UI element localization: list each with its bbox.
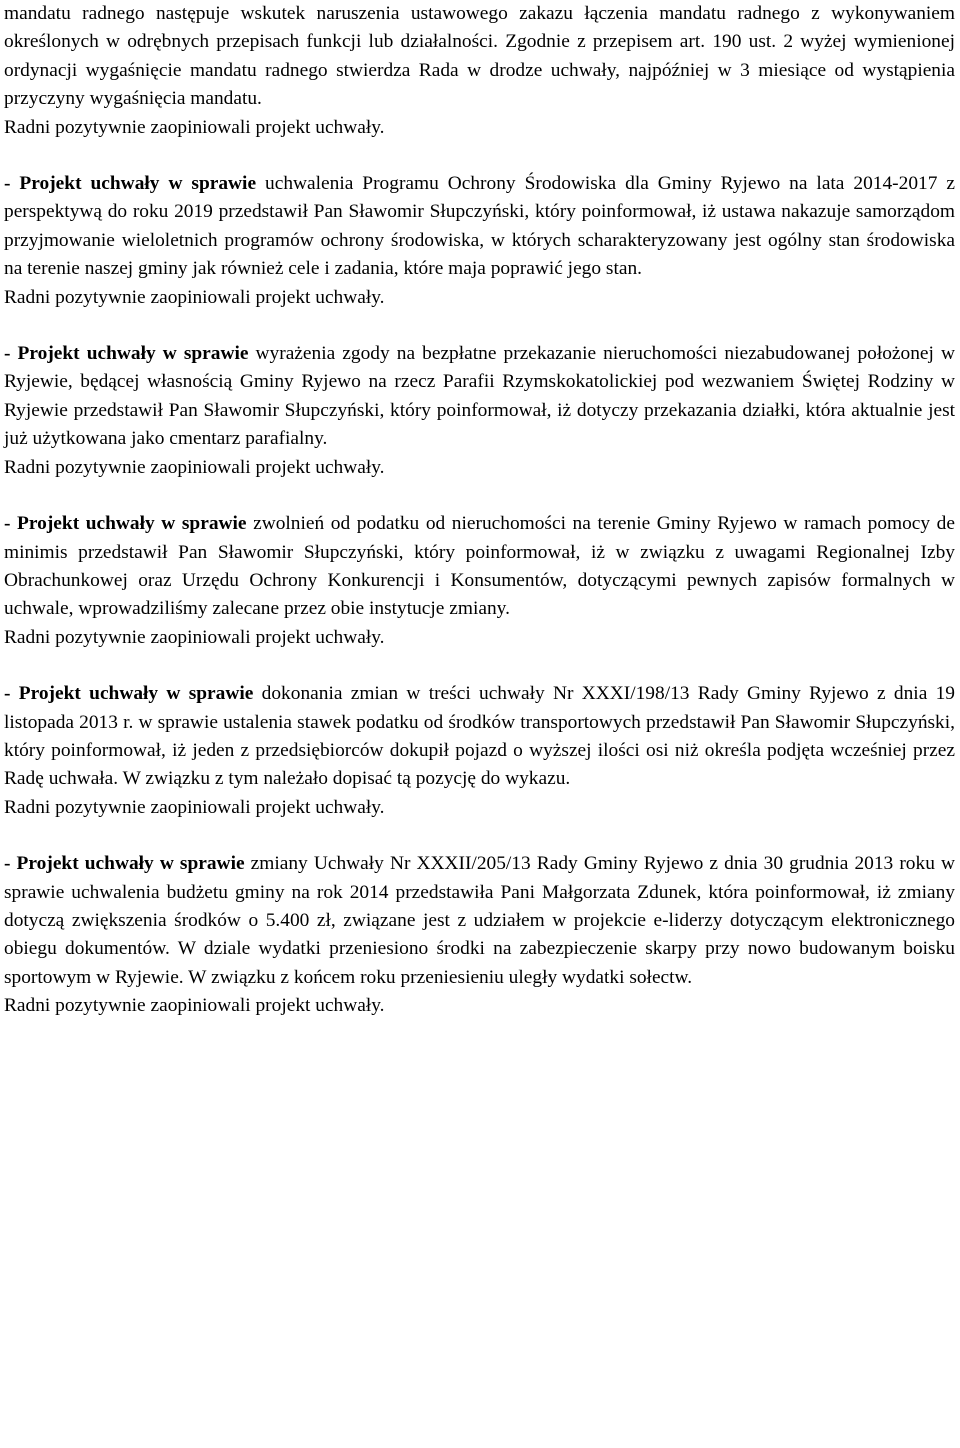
section-lead: - Projekt uchwały w sprawie xyxy=(4,683,254,705)
opinion-line: Radni pozytywnie zaopiniowali projekt uchwały. xyxy=(4,116,385,138)
section-lead: - Projekt uchwały w sprawie xyxy=(4,513,247,535)
section-tax-exemption xyxy=(4,510,955,624)
section-body: zwolnień od podatku od nieruchomości na terenie Gminy Ryjewo w ramach pomocy de minimis przedstawił Pan Sławomir Słupczyński, który poinformował, iż w związku z uwagami Regionalnej Izby Obrachunkowej oraz Urzędu Ochrony Konkurencji i Konsumentów, dotyczącymi pewnych zapisów formalnych w uchwale, wprowadziliśmy zalecane przez obie instytucje zmiany. xyxy=(4,513,955,620)
opinion-line: Radni pozytywnie zaopiniowali projekt uchwały. xyxy=(4,796,385,818)
opinion-line: Radni pozytywnie zaopiniowali projekt uchwały. xyxy=(4,456,385,478)
section-lead: - Projekt uchwały w sprawie xyxy=(4,343,249,365)
opinion-line: Radni pozytywnie zaopiniowali projekt uchwały. xyxy=(4,626,385,648)
section-body: zmiany Uchwały Nr XXXII/205/13 Rady Gminy Ryjewo z dnia 30 grudnia 2013 roku w sprawie uchwalenia budżetu gminy na rok 2014 przedstawiła Pani Małgorzata Zdunek, która poinformował, iż zmiany dotyczą zwiększenia środków o 5.400 zł, związane jest z udziałem w projekcie e-liderzy dotyczącym elektronicznego obiegu dokumentów. W dziale wydatki przeniesiono środki na zabezpieczenie skarpy przy nowo budowanym boisku sportowym w Ryjewie. W związku z końcem roku przeniesieniu uległy wydatki sołectw. xyxy=(4,853,955,988)
document-page xyxy=(4,0,955,1021)
section-lead: - Projekt uchwały w sprawie xyxy=(4,173,257,195)
section-property-transfer xyxy=(4,340,955,454)
opinion-line: Radni pozytywnie zaopiniowali projekt uchwały. xyxy=(4,286,385,308)
opinion-line: Radni pozytywnie zaopiniowali projekt uchwały. xyxy=(4,995,385,1017)
section-body: dokonania zmian w treści uchwały Nr XXXI/198/13 Rady Gminy Ryjewo z dnia 19 listopada 2013 r. w sprawie ustalenia stawek podatku od środków transportowych przedstawił Pan Sławomir Słupczyński, który poinformował, iż jeden z przedsiębiorców dokupił pojazd o wyższej ilości osi niż określa podjęta wcześniej przez Radę uchwała. W związku z tym należało dopisać tą pozycję do wykazu. xyxy=(4,683,955,790)
section-body: wyrażenia zgody na bezpłatne przekazanie nieruchomości niezabudowanej położonej w Ryjewie, będącej własnością Gminy Ryjewo na rzecz Parafii Rzymskokatolickiej pod wezwaniem Świętej Rodziny w Ryjewie przedstawił Pan Sławomir Słupczyński, który poinformował, iż dotyczy przekazania działki, która aktualnie jest już użytkowana jako cmentarz parafialny. xyxy=(4,343,955,450)
section-lead: - Projekt uchwały w sprawie xyxy=(4,853,245,875)
section-body: uchwalenia Programu Ochrony Środowiska dla Gminy Ryjewo na lata 2014-2017 z perspektywą do roku 2019 przedstawił Pan Sławomir Słupczyński, który poinformował, iż ustawa nakazuje samorządom przyjmowanie wieloletnich programów ochrony środowiska, w których scharakteryzowany jest ogólny stan środowiska na terenie naszej gminy jak również cele i zadania, które maja poprawić jego stan. xyxy=(4,173,955,280)
intro-paragraph: mandatu radnego następuje wskutek naruszenia ustawowego zakazu łączenia mandatu radnego z wykonywaniem określonych w odrębnych przepisach funkcji lub działalności. Zgodnie z przepisem art. 190 ust. 2 wyżej wymienionej ordynacji wygaśnięcie mandatu radnego stwierdza Rada w drodze uchwały, najpóźniej w 3 miesiące od wystąpienia przyczyny wygaśnięcia mandatu. xyxy=(4,3,955,110)
section-environment-program xyxy=(4,170,955,284)
section-budget-change xyxy=(4,850,955,992)
section-transport-tax xyxy=(4,680,955,794)
